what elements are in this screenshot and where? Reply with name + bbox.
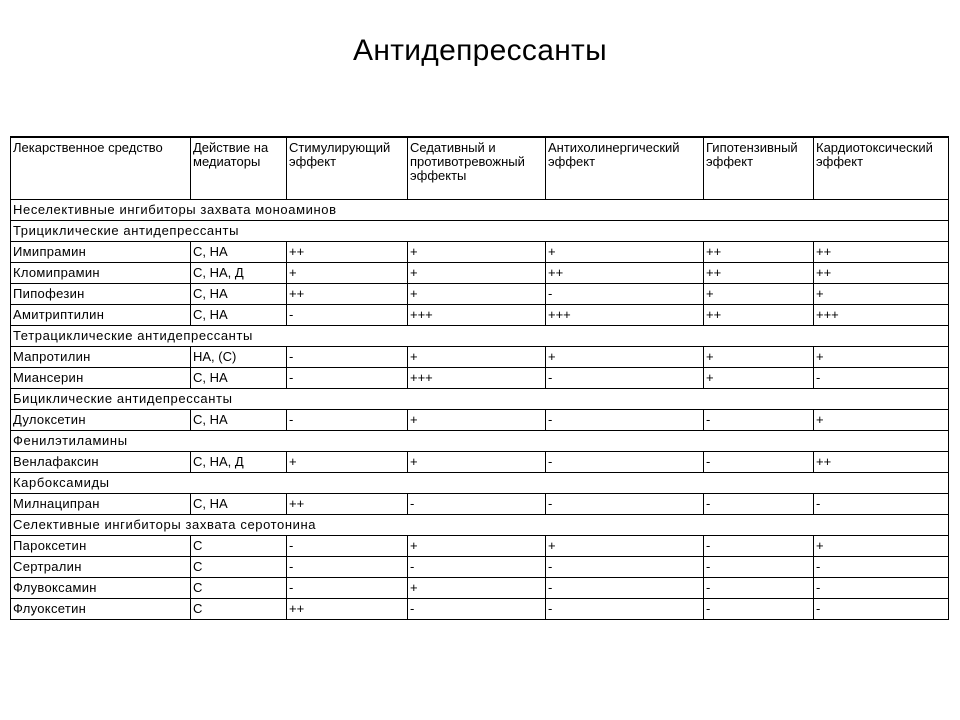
stimulating-cell: - — [287, 347, 408, 368]
anticholinergic-cell: - — [546, 557, 704, 578]
drug-name-cell: Флувоксамин — [11, 578, 191, 599]
table-row — [11, 347, 949, 368]
sedative-cell: + — [408, 410, 546, 431]
table-row — [11, 368, 949, 389]
mediators-cell: НА, (С) — [191, 347, 287, 368]
header-mediators: Действие на медиаторы — [191, 137, 287, 200]
stimulating-cell: + — [287, 263, 408, 284]
hypotensive-cell: + — [704, 284, 814, 305]
cardiotoxic-cell: - — [814, 599, 949, 620]
table-row — [11, 494, 949, 515]
hypotensive-cell: + — [704, 368, 814, 389]
hypotensive-cell: - — [704, 557, 814, 578]
cardiotoxic-cell: + — [814, 347, 949, 368]
cardiotoxic-cell: - — [814, 578, 949, 599]
table-row — [11, 557, 949, 578]
anticholinergic-cell: + — [546, 242, 704, 263]
sedative-cell: +++ — [408, 305, 546, 326]
drug-name-cell: Мапротилин — [11, 347, 191, 368]
cardiotoxic-cell: + — [814, 284, 949, 305]
cardiotoxic-cell: ++ — [814, 452, 949, 473]
sedative-cell: - — [408, 494, 546, 515]
hypotensive-cell: ++ — [704, 242, 814, 263]
header-drug: Лекарственное средство — [11, 137, 191, 200]
page-title: Антидепрессанты — [353, 34, 607, 67]
drug-name-cell: Сертралин — [11, 557, 191, 578]
table-row — [11, 599, 949, 620]
anticholinergic-cell: - — [546, 494, 704, 515]
sedative-cell: + — [408, 536, 546, 557]
group-label: Селективные ингибиторы захвата серотонина — [11, 515, 949, 536]
group-row — [11, 221, 949, 242]
group-label: Тетрациклические антидепрессанты — [11, 326, 949, 347]
drug-name-cell: Пароксетин — [11, 536, 191, 557]
mediators-cell: С, НА — [191, 410, 287, 431]
drug-name-cell: Кломипрамин — [11, 263, 191, 284]
mediators-cell: С, НА — [191, 284, 287, 305]
hypotensive-cell: + — [704, 347, 814, 368]
anticholinergic-cell: - — [546, 578, 704, 599]
header-cardiotoxic: Кардиотоксический эффект — [814, 137, 949, 200]
stimulating-cell: ++ — [287, 599, 408, 620]
group-row — [11, 200, 949, 221]
table-row — [11, 305, 949, 326]
mediators-cell: С, НА, Д — [191, 263, 287, 284]
cardiotoxic-cell: ++ — [814, 263, 949, 284]
drug-name-cell: Пипофезин — [11, 284, 191, 305]
sedative-cell: + — [408, 347, 546, 368]
sedative-cell: + — [408, 242, 546, 263]
hypotensive-cell: - — [704, 578, 814, 599]
cardiotoxic-cell: - — [814, 494, 949, 515]
header-hypotensive: Гипотензивный эффект — [704, 137, 814, 200]
anticholinergic-cell: ++ — [546, 263, 704, 284]
group-row — [11, 431, 949, 452]
hypotensive-cell: - — [704, 536, 814, 557]
table-row — [11, 410, 949, 431]
group-row — [11, 473, 949, 494]
drug-name-cell: Имипрамин — [11, 242, 191, 263]
mediators-cell: С, НА — [191, 242, 287, 263]
sedative-cell: + — [408, 578, 546, 599]
stimulating-cell: - — [287, 536, 408, 557]
antidepressants-table — [10, 136, 949, 620]
hypotensive-cell: ++ — [704, 263, 814, 284]
group-label: Неселективные ингибиторы захвата моноаминов — [11, 200, 949, 221]
drug-name-cell: Дулоксетин — [11, 410, 191, 431]
drug-name-cell: Амитриптилин — [11, 305, 191, 326]
group-row — [11, 515, 949, 536]
anticholinergic-cell: +++ — [546, 305, 704, 326]
table-row — [11, 263, 949, 284]
mediators-cell: С — [191, 578, 287, 599]
cardiotoxic-cell: - — [814, 557, 949, 578]
drug-name-cell: Милнаципран — [11, 494, 191, 515]
stimulating-cell: ++ — [287, 494, 408, 515]
header-sedative: Седативный и противотревожный эффекты — [408, 137, 546, 200]
cardiotoxic-cell: - — [814, 368, 949, 389]
anticholinergic-cell: - — [546, 368, 704, 389]
table-row — [11, 242, 949, 263]
mediators-cell: С — [191, 557, 287, 578]
cardiotoxic-cell: + — [814, 536, 949, 557]
anticholinergic-cell: - — [546, 599, 704, 620]
sedative-cell: - — [408, 557, 546, 578]
cardiotoxic-cell: ++ — [814, 242, 949, 263]
table-row — [11, 578, 949, 599]
hypotensive-cell: - — [704, 494, 814, 515]
group-label: Фенилэтиламины — [11, 431, 949, 452]
stimulating-cell: - — [287, 305, 408, 326]
drug-name-cell: Флуоксетин — [11, 599, 191, 620]
group-row — [11, 326, 949, 347]
mediators-cell: С, НА — [191, 368, 287, 389]
cardiotoxic-cell: +++ — [814, 305, 949, 326]
stimulating-cell: - — [287, 578, 408, 599]
table-row — [11, 452, 949, 473]
cardiotoxic-cell: + — [814, 410, 949, 431]
table-header-row — [11, 137, 949, 200]
sedative-cell: - — [408, 599, 546, 620]
group-label: Бициклические антидепрессанты — [11, 389, 949, 410]
anticholinergic-cell: - — [546, 284, 704, 305]
sedative-cell: + — [408, 452, 546, 473]
sedative-cell: + — [408, 284, 546, 305]
mediators-cell: С, НА, Д — [191, 452, 287, 473]
header-anticholinergic: Антихолинергический эффект — [546, 137, 704, 200]
sedative-cell: +++ — [408, 368, 546, 389]
stimulating-cell: + — [287, 452, 408, 473]
table-body — [11, 200, 949, 620]
drug-name-cell: Миансерин — [11, 368, 191, 389]
mediators-cell: С — [191, 536, 287, 557]
stimulating-cell: - — [287, 557, 408, 578]
stimulating-cell: ++ — [287, 242, 408, 263]
sedative-cell: + — [408, 263, 546, 284]
anticholinergic-cell: - — [546, 452, 704, 473]
stimulating-cell: - — [287, 410, 408, 431]
anticholinergic-cell: + — [546, 536, 704, 557]
hypotensive-cell: - — [704, 599, 814, 620]
stimulating-cell: - — [287, 368, 408, 389]
header-stimulating: Стимулирующий эффект — [287, 137, 408, 200]
mediators-cell: С, НА — [191, 494, 287, 515]
table-row — [11, 536, 949, 557]
anticholinergic-cell: + — [546, 347, 704, 368]
hypotensive-cell: - — [704, 410, 814, 431]
drug-name-cell: Венлафаксин — [11, 452, 191, 473]
table-row — [11, 284, 949, 305]
hypotensive-cell: - — [704, 452, 814, 473]
mediators-cell: С, НА — [191, 305, 287, 326]
anticholinergic-cell: - — [546, 410, 704, 431]
stimulating-cell: ++ — [287, 284, 408, 305]
mediators-cell: С — [191, 599, 287, 620]
group-row — [11, 389, 949, 410]
group-label: Карбоксамиды — [11, 473, 949, 494]
hypotensive-cell: ++ — [704, 305, 814, 326]
group-label: Трициклические антидепрессанты — [11, 221, 949, 242]
